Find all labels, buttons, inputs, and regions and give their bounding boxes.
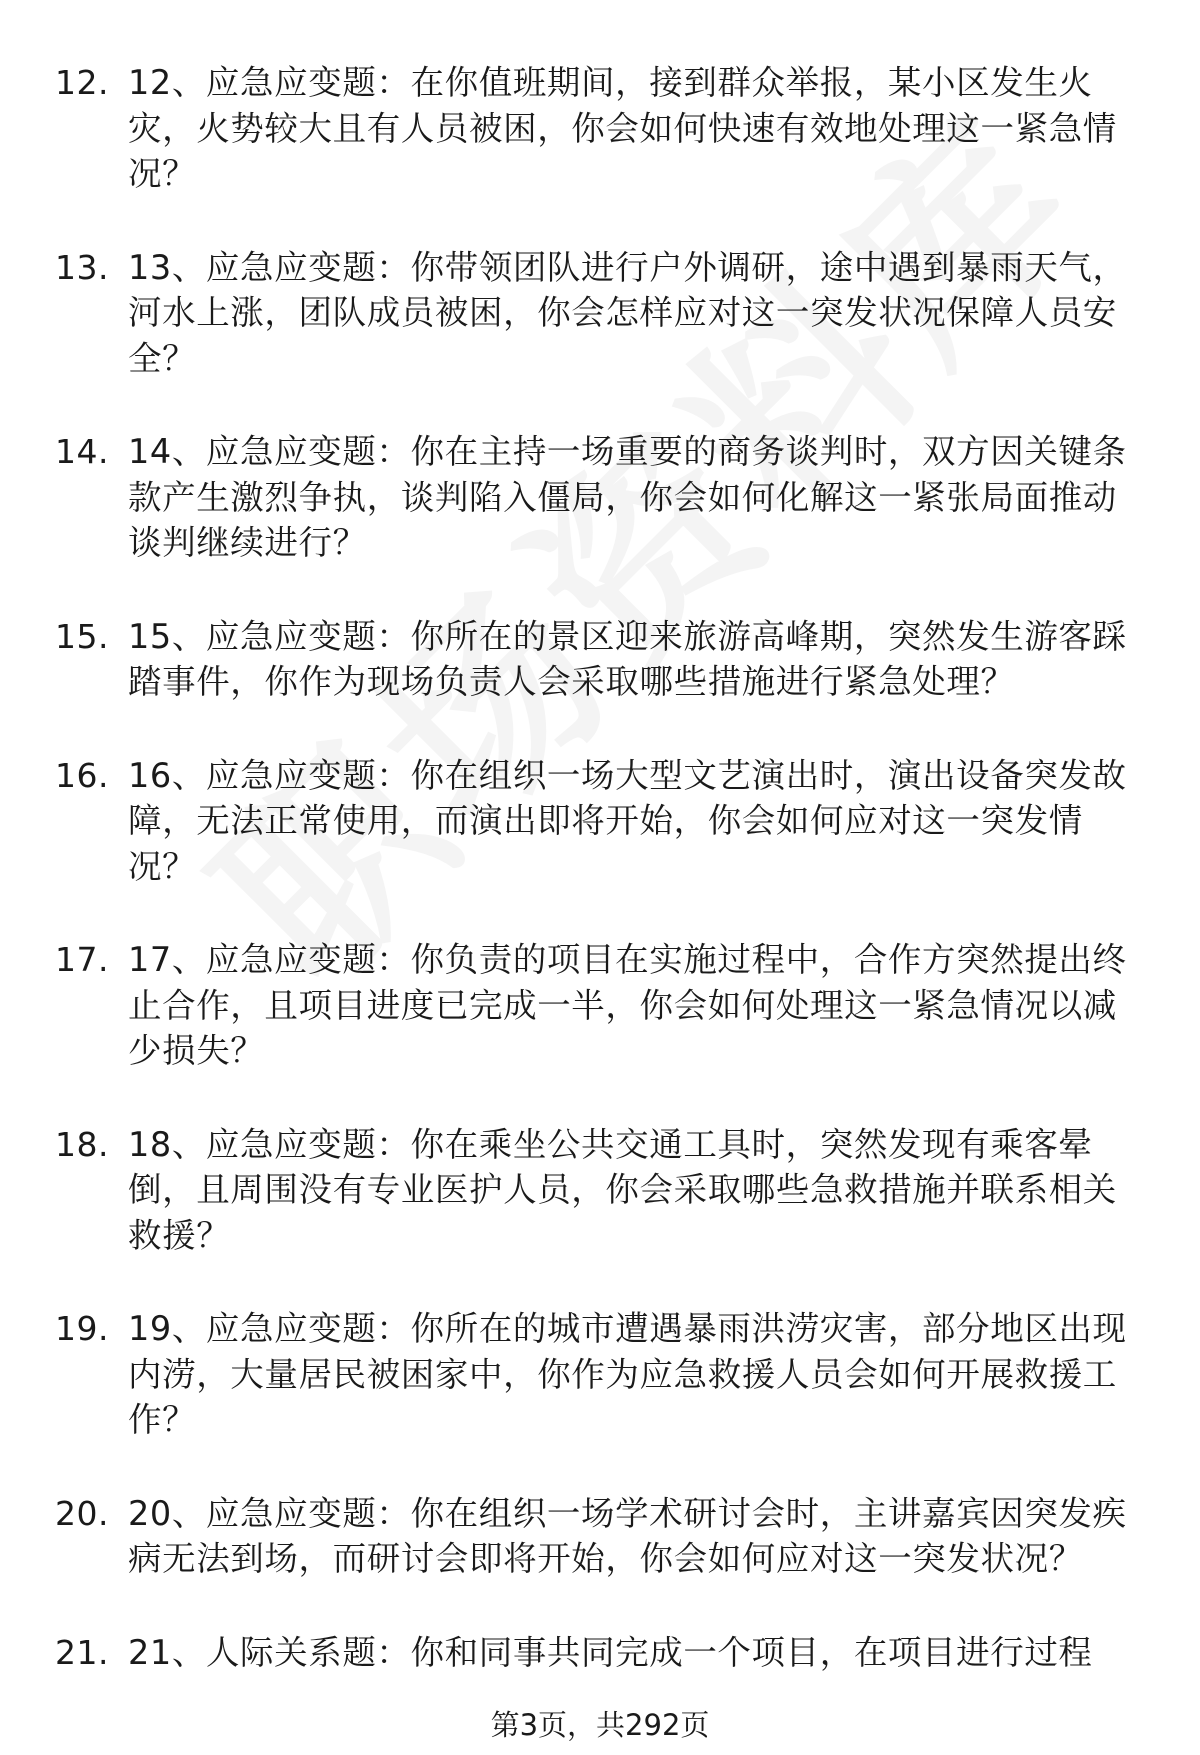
list-item	[0, 1306, 1200, 1443]
list-item	[0, 1630, 1200, 1676]
list-item	[0, 1491, 1200, 1582]
item-text: 14、应急应变题：你在主持一场重要的商务谈判时，双方因关键条款产生激烈争执，谈判陷入僵局，你会如何化解这一紧张局面推动谈判继续进行？	[128, 432, 1127, 562]
list-item	[0, 614, 1200, 705]
list-item	[0, 60, 1200, 197]
item-number: 19.	[55, 1309, 109, 1348]
list-item	[0, 245, 1200, 382]
item-text: 15、应急应变题：你所在的景区迎来旅游高峰期，突然发生游客踩踏事件，你作为现场负责人会采取哪些措施进行紧急处理？	[128, 616, 1127, 701]
list-item	[0, 429, 1200, 566]
item-text: 20、应急应变题：你在组织一场学术研讨会时，主讲嘉宾因突发疾病无法到场，而研讨会即将开始，你会如何应对这一突发状况？	[128, 1493, 1127, 1578]
item-text: 18、应急应变题：你在乘坐公共交通工具时，突然发现有乘客晕倒，且周围没有专业医护人员，你会采取哪些急救措施并联系相关救援？	[128, 1124, 1117, 1255]
item-number: 12.	[55, 63, 109, 102]
item-number: 16.	[55, 755, 109, 795]
list-item	[0, 753, 1200, 890]
item-number: 15.	[55, 616, 109, 656]
page-footer: 第3页，共292页	[490, 1708, 710, 1742]
item-number: 13.	[55, 247, 109, 287]
item-number: 14.	[55, 432, 109, 471]
list-item	[0, 937, 1200, 1074]
list-item	[0, 1122, 1200, 1259]
item-text: 12、应急应变题：在你值班期间，接到群众举报，某小区发生火灾，火势较大且有人员被困，你会如何快速有效地处理这一紧急情况？	[128, 63, 1117, 193]
item-text: 21、人际关系题：你和同事共同完成一个项目，在项目进行过程	[128, 1632, 1093, 1672]
item-text: 19、应急应变题：你所在的城市遭遇暴雨洪涝灾害，部分地区出现内涝，大量居民被困家中，你作为应急救援人员会如何开展救援工作？	[128, 1309, 1127, 1439]
item-number: 18.	[55, 1124, 109, 1164]
item-text: 17、应急应变题：你负责的项目在实施过程中，合作方突然提出终止合作，且项目进度已完成一半，你会如何处理这一紧急情况以减少损失？	[128, 940, 1127, 1070]
item-text: 13、应急应变题：你带领团队进行户外调研，途中遇到暴雨天气，河水上涨，团队成员被困，你会怎样应对这一突发状况保障人员安全？	[128, 247, 1127, 378]
question-list	[0, 60, 1200, 1723]
item-number: 20.	[55, 1493, 109, 1533]
item-text: 16、应急应变题：你在组织一场大型文艺演出时，演出设备突发故障，无法正常使用，而演出即将开始，你会如何应对这一突发情况？	[128, 755, 1127, 886]
item-number: 17.	[55, 940, 109, 979]
item-number: 21.	[55, 1632, 109, 1672]
